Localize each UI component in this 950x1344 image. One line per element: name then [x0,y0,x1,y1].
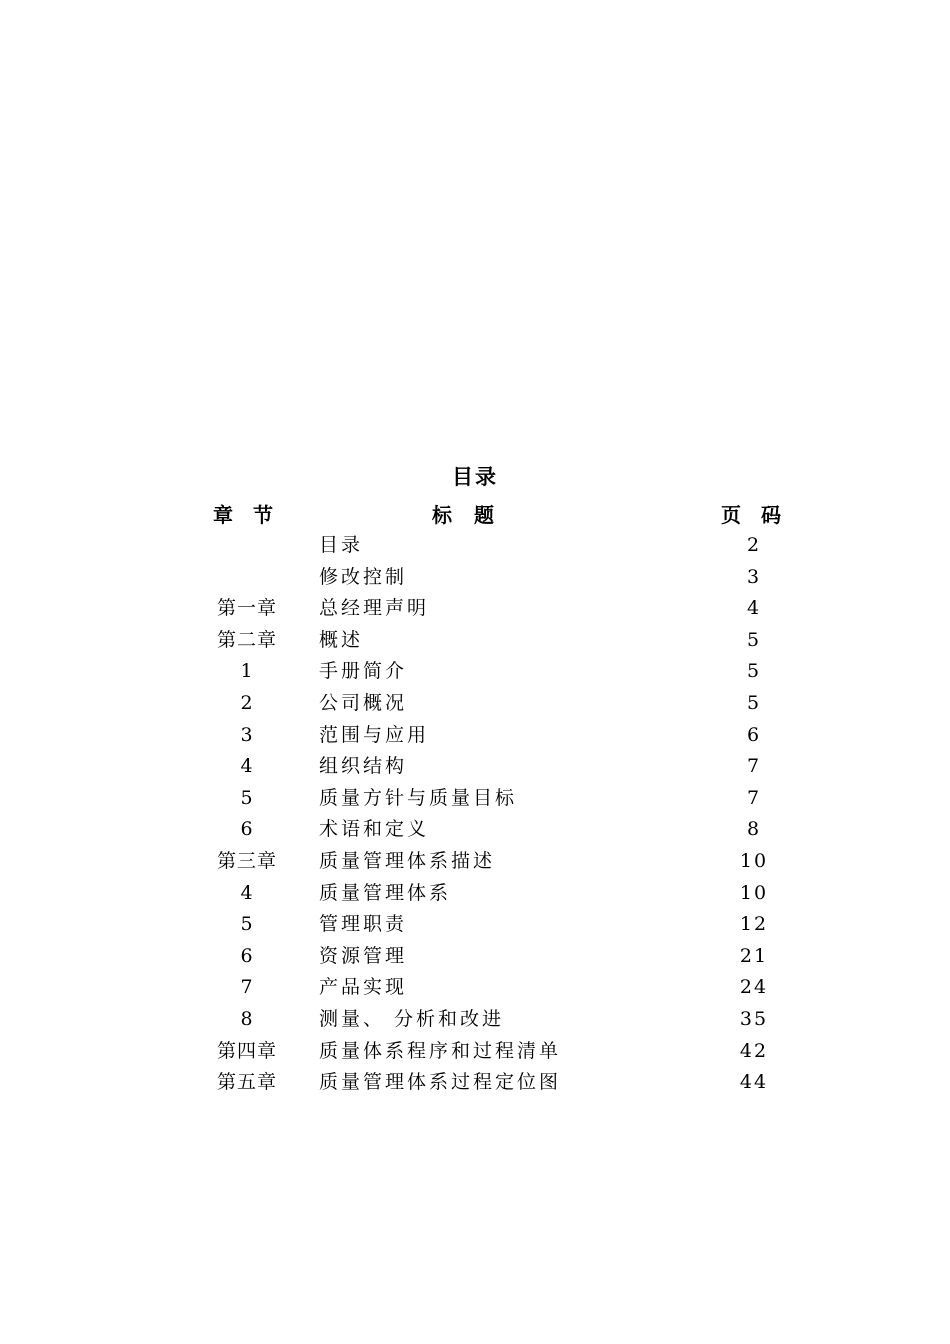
toc-entry [0,625,950,657]
toc-entry-page: 8 [746,818,762,841]
toc-entry-title[interactable]: 质量管理体系过程定位图 [319,1071,562,1094]
header-title: 标题 [432,503,516,527]
toc-entry-page: 35 [739,1007,769,1030]
toc-entry-page: 3 [746,565,762,588]
toc-entry-chapter: 6 [240,818,254,841]
toc-entry-page: 24 [739,976,769,999]
toc-entry-page: 7 [746,755,762,778]
toc-entry-title[interactable]: 产品实现 [319,976,408,999]
toc-title: 目录 [452,464,498,489]
toc-entry-chapter: 8 [240,1007,254,1030]
toc-entry-title[interactable]: 概述 [319,628,364,651]
toc-entry-title[interactable]: 总经理声明 [319,597,430,620]
toc-entry [0,530,950,562]
toc-entry [0,1067,950,1099]
toc-entry [0,562,950,594]
toc-entry-page: 21 [739,944,769,967]
toc-list [0,530,950,1099]
toc-entry-title[interactable]: 管理职责 [319,913,408,936]
toc-entry-page: 12 [739,913,769,936]
header-page: 页码 [721,503,801,527]
toc-entry [0,656,950,688]
toc-entry [0,751,950,783]
toc-entry-page: 44 [739,1071,769,1094]
toc-entry [0,1004,950,1036]
toc-entry [0,688,950,720]
toc-entry-chapter: 5 [240,786,254,809]
toc-entry [0,909,950,941]
toc-entry [0,814,950,846]
toc-entry-page: 10 [739,881,769,904]
toc-entry-title[interactable]: 术语和定义 [319,818,430,841]
toc-entry-page: 2 [746,534,762,556]
toc-entry-title[interactable]: 测量、 分析和改进 [319,1007,505,1030]
toc-entry-chapter: 第一章 [216,597,277,620]
toc-entry-page: 5 [746,691,762,714]
toc-entry-page: 5 [746,628,762,651]
toc-entry-page: 7 [746,786,762,809]
toc-entry-title[interactable]: 质量体系程序和过程清单 [319,1039,562,1062]
toc-entry-chapter: 4 [240,881,254,904]
toc-entry-page: 5 [746,660,762,683]
toc-entry [0,783,950,815]
toc-entry-chapter: 第五章 [216,1071,277,1094]
toc-entry-title[interactable]: 目录 [319,534,364,556]
toc-entry-title[interactable]: 质量方针与质量目标 [319,786,518,809]
toc-entry-title[interactable]: 手册简介 [319,660,408,683]
toc-entry-title[interactable]: 公司概况 [319,691,408,714]
toc-entry-chapter: 1 [240,660,254,683]
toc-header-row [0,500,950,530]
toc-entry-title[interactable]: 范围与应用 [319,723,430,746]
toc-entry-title[interactable]: 资源管理 [319,944,408,967]
toc-entry [0,1036,950,1068]
toc-entry-chapter: 6 [240,944,254,967]
toc-entry [0,720,950,752]
toc-entry-chapter: 5 [240,913,254,936]
toc-entry [0,972,950,1004]
toc-entry-chapter: 第二章 [216,628,277,651]
toc-entry-title[interactable]: 质量管理体系 [319,881,452,904]
toc-entry-page: 42 [739,1039,769,1062]
toc-entry-title[interactable]: 修改控制 [319,565,408,588]
toc-entry-chapter: 2 [240,691,254,714]
toc-entry-chapter: 7 [240,976,254,999]
toc-entry-title[interactable]: 组织结构 [319,755,408,778]
toc-entry-page: 10 [739,849,769,872]
toc-entry-page: 4 [746,597,762,620]
toc-entry-page: 6 [746,723,762,746]
toc-entry [0,593,950,625]
toc-entry [0,846,950,878]
toc-entry-chapter: 3 [240,723,254,746]
toc-entry-chapter: 第三章 [216,849,277,872]
toc-entry-title[interactable]: 质量管理体系描述 [319,849,496,872]
toc-entry-chapter: 4 [240,755,254,778]
header-chapter: 章节 [213,503,293,527]
toc-entry [0,878,950,910]
toc-entry [0,941,950,973]
toc-entry-chapter: 第四章 [216,1039,277,1062]
